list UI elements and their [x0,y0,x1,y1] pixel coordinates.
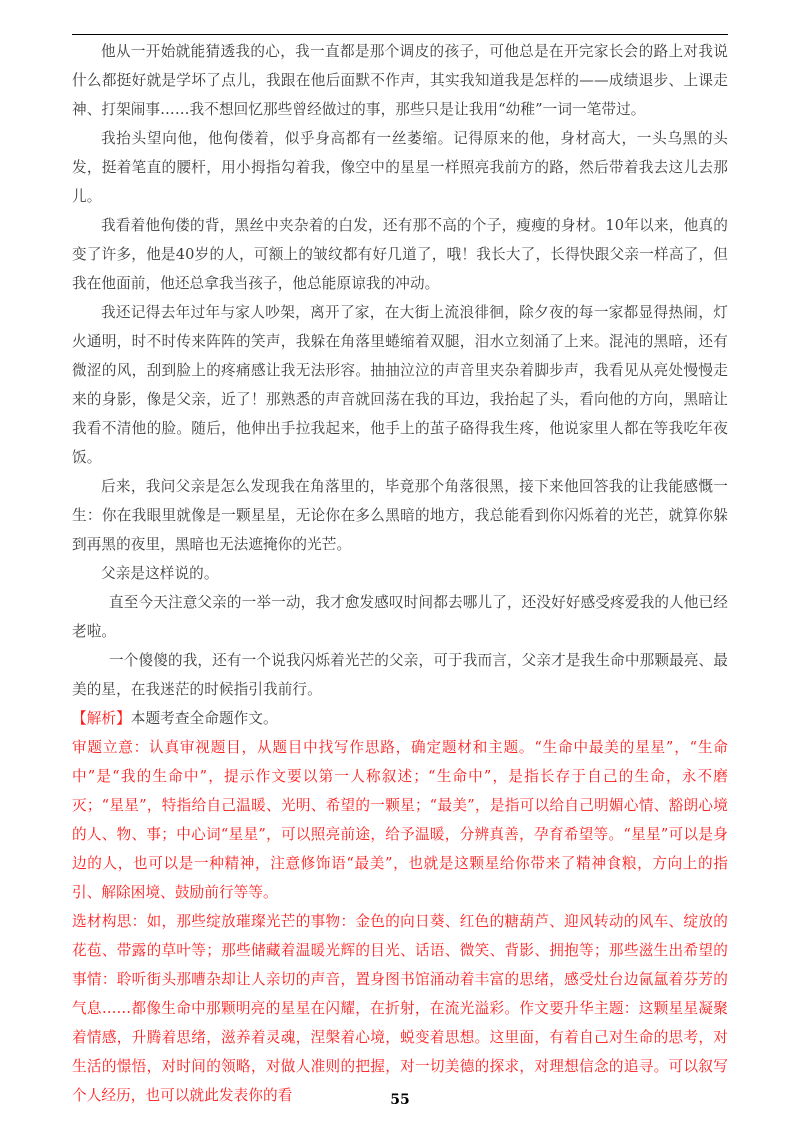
analysis-material: 选材构思：如，那些绽放璀璨光芒的事物：金色的向日葵、红色的糖葫芦、迎风转动的风车、绽放的花苞、带露的草叶等；那些储藏着温暖光辉的目光、话语、微笑、背影、拥抱等；那些滋生出希望的事情：聆听街头那嘈杂却让人亲切的声音，置身图书馆涌动着丰富的思绪，感受灶台边氤氲着芬芳的气息……都像生命中那颗明亮的星星在闪耀，在折射，在流光溢彩。作文要升华主题：这颗星星凝聚着情感，升腾着思绪，滋养着灵魂，涅槃着心境，蜕变着思想。这里面，有着自己对生命的思考，对生活的憬悟，对时间的领略，对做人准则的把握，对一切美德的探求，对理想信念的追寻。可以叙写个人经历，也可以就此发表你的看 [72,913,728,1104]
header-rule [72,34,728,35]
analysis-intro: 本题考查全命题作文。 [130,710,278,727]
analysis-label: 【解析】 [72,710,131,727]
essay-paragraph-6: 父亲是这样说的。 [101,565,219,582]
analysis-theme: 审题立意：认真审视题目，从题目中找写作思路，确定题材和主题。“生命中最美的星星”，“生命中”是“我的生命中”，提示作文要以第一人称叙述；“生命中”，是指长存于自己的生命，永不磨灭；“星星”，特指给自己温暖、光明、希望的一颗星；“最美”，是指可以给自己明媚心情、豁朗心境的人、物、事；中心词“星星”，可以照亮前途，给予温暖，分辨真善，孕育希望等。“星星”可以是身边的人，也可以是一种精神，注意修饰语“最美”，也就是这颗星给你带来了精神食粮，方向上的指引、解除困境、鼓励前行等等。 [72,739,728,901]
analysis-intro-line [72,704,728,733]
page-content [72,37,728,1110]
essay-paragraph-8: 一个傻傻的我，还有一个说我闪烁着光芒的父亲，可于我而言，父亲才是我生命中那颗最亮、最美的星，在我迷茫的时候指引我前行。 [72,652,728,698]
essay-paragraph-3: 我看着他佝偻的背，黑丝中夹杂着的白发，还有那不高的个子，瘦瘦的身材。10年以来，他真的变了许多，他是40岁的人，可额上的皱纹都有好几道了，哦！我长大了，长得快跟父亲一样高了，但我在他面前，他还总拿我当孩子，他总能原谅我的冲动。 [72,217,728,292]
essay-paragraph-7: 直至今天注意父亲的一举一动，我才愈发感叹时间都去哪儿了，还没好好感受疼爱我的人他已经老啦。 [72,594,728,640]
essay-paragraph-5: 后来，我问父亲是怎么发现我在角落里的，毕竟那个角落很黑，接下来他回答我的让我能感慨一生：你在我眼里就像是一颗星星，无论你在多么黑暗的地方，我总能看到你闪烁着的光芒，就算你躲到再黑的夜里，黑暗也无法遮掩你的光芒。 [72,478,728,553]
page-number: 55 [390,1092,410,1108]
essay-paragraph-4: 我还记得去年过年与家人吵架，离开了家，在大街上流浪徘徊，除夕夜的每一家都显得热闹，灯火通明，时不时传来阵阵的笑声，我躲在角落里蜷缩着双腿，泪水立刻涌了上来。混沌的黑暗，还有微涩的风，刮到脸上的疼痛感让我无法形容。抽抽泣泣的声音里夹杂着脚步声，我看见从亮处慢慢走来的身影，像是父亲，近了！那熟悉的声音就回荡在我的耳边，我抬起了头，看向他的方向，黑暗让我看不清他的脸。随后，他伸出手拉我起来，他手上的茧子硌得我生疼，他说家里人都在等我吃年夜饭。 [72,304,728,466]
essay-paragraph-2: 我抬头望向他，他佝偻着，似乎身高都有一丝萎缩。记得原来的他，身材高大，一头乌黑的头发，挺着笔直的腰杆，用小拇指勾着我，像空中的星星一样照亮我前方的路，然后带着我去这儿去那儿。 [72,130,728,205]
essay-paragraph-1: 他从一开始就能猜透我的心，我一直都是那个调皮的孩子，可他总是在开完家长会的路上对我说什么都挺好就是学坏了点儿，我跟在他后面默不作声，其实我知道我是怎样的——成绩退步、上课走神、打架闹事……我不想回忆那些曾经做过的事，那些只是让我用“幼稚”一词一笔带过。 [72,43,728,118]
